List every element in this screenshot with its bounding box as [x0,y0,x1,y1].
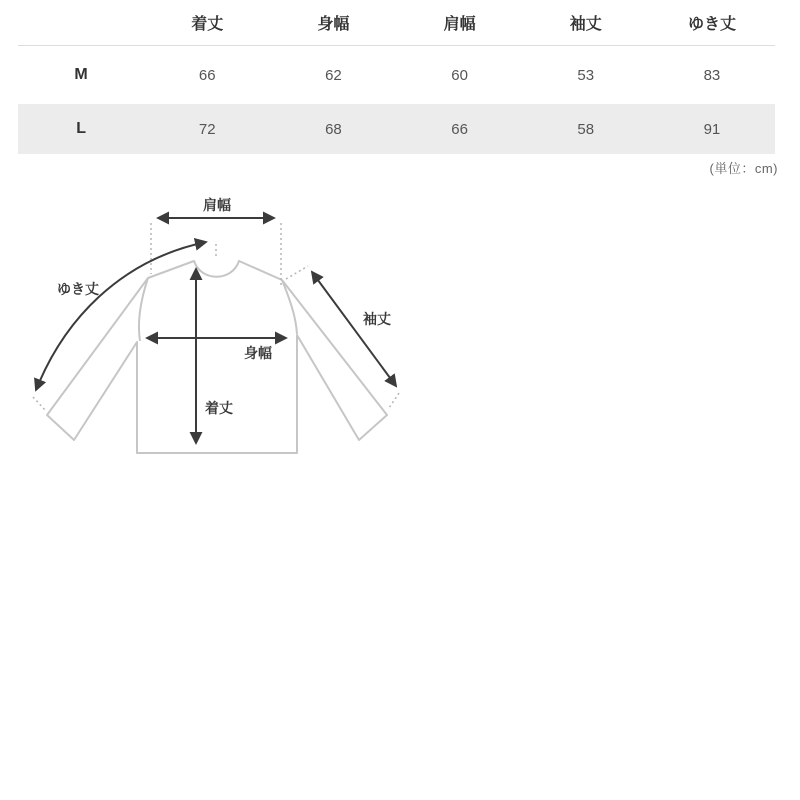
value-l-body-length: 72 [198,120,216,138]
value-l-yuki-length: 91 [703,120,721,138]
col-header-yuki-length: ゆき丈 [687,16,736,33]
size-table [18,0,775,154]
measurement-diagram [0,190,430,470]
size-label-m: M [74,66,88,83]
value-l-body-width: 68 [325,120,342,138]
col-header-body-width: 身幅 [317,16,350,33]
size-table-header-row [18,0,775,46]
label-shoulder-width: 肩幅 [203,197,231,213]
label-sleeve-length: 袖丈 [363,311,391,327]
label-body-length: 着丈 [205,400,233,416]
value-m-sleeve-length: 53 [577,66,595,84]
value-l-sleeve-length: 58 [577,120,595,138]
col-header-shoulder-width: 肩幅 [443,16,476,33]
label-body-width: 身幅 [244,345,272,361]
table-row-size-m [18,46,775,104]
value-m-shoulder-width: 60 [451,66,468,84]
col-header-body-length: 着丈 [191,16,224,33]
col-header-sleeve-length: 袖丈 [569,16,602,33]
unit-note: (単位：cm) [709,161,778,176]
value-l-shoulder-width: 66 [451,120,468,138]
value-m-body-width: 62 [325,66,342,84]
value-m-yuki-length: 83 [703,66,721,84]
label-yuki-length: ゆき丈 [57,281,99,297]
guide-yuki-cuff [33,397,46,411]
table-row-size-l [18,104,775,154]
size-label-l: L [76,120,86,137]
guide-sleeve-cuff [389,393,399,408]
value-m-body-length: 66 [198,66,216,84]
guide-sleeve-top [286,266,308,279]
